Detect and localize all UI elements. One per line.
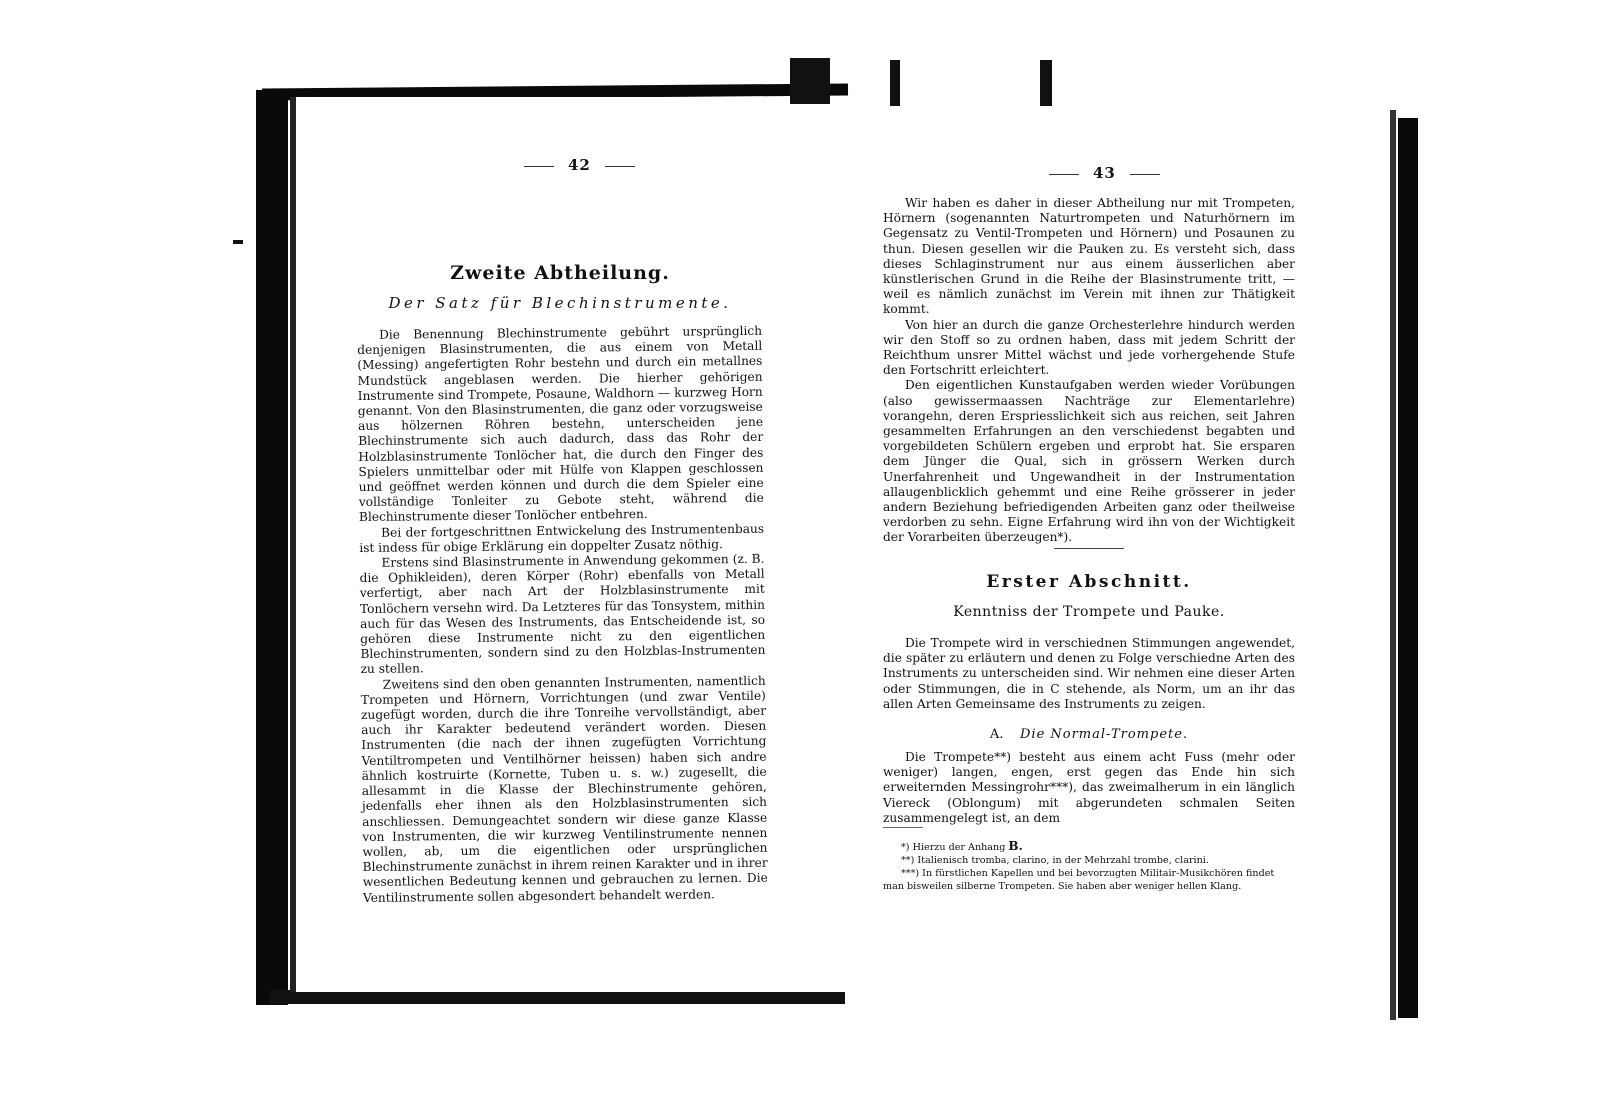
section-heading: Erster Abschnitt. <box>986 572 1192 592</box>
section-body <box>883 636 1295 712</box>
book-page-edge-right <box>1390 110 1396 1020</box>
paragraph: Erstens sind Blasinstrumente in Anwendung gekommen (z. B. die Ophikleiden), deren Körper (Rohr) ebenfalls von Metall verfertigt, aber nach Art der Holzblasinstrumente mit Tonlöchern versehn wird. Da Letzteres für das Tonsystem, mithin auch für das Wesen des Instruments, das Entscheidende ist, so gehören diese Instrumente nicht zu den eigentlichen Blechinstrumenten, sondern sind zu den Holzblas-Instrumenten zu stellen. <box>359 551 766 677</box>
footnote <box>883 867 1297 893</box>
paragraph: Bei der fortgeschrittnen Entwickelung des Instrumentenbaus ist indess für obige Erklärung ein doppelter Zusatz nöthig. <box>359 521 765 555</box>
footnote <box>883 854 1297 867</box>
section-subheading: Kenntniss der Trompete und Pauke. <box>953 604 1225 620</box>
section-divider <box>1054 548 1124 549</box>
book-cover-left-edge <box>256 90 288 1005</box>
subsection-heading <box>883 727 1295 742</box>
part-subheading: Der Satz für Blechinstrumente. <box>388 294 732 312</box>
subsection-title: Die Normal-Trompete. <box>1019 727 1189 742</box>
subsection-letter: A. <box>989 727 1004 742</box>
footnote-ref: B. <box>1008 839 1023 853</box>
binding-mark <box>890 60 900 106</box>
binding-mark <box>1040 60 1052 106</box>
footnote <box>883 840 1297 854</box>
paragraph: Die Trompete wird in verschiednen Stimmungen angewendet, die später zu erläutern und denen zu Folge verschiedne Arten des Instruments zu unterscheiden sind. Wir nehmen eine dieser Arten oder Stimmungen, die in C stehende, als Norm, um an ihr das allen Arten Gemeinsame des Instruments zu zeigen. <box>883 636 1295 711</box>
binding-mark <box>790 58 830 104</box>
footnote-text: ***) In fürstlichen Kapellen und bei bevorzugten Militair-Musikchören findet man bisweilen silberne Trompeten. Sie haben aber weniger hellen Klang. <box>883 868 1275 892</box>
footnote-text: **) Italienisch tromba, clarino, in der Mehrzahl trombe, clarini. <box>901 855 1209 866</box>
left-page-body <box>357 324 768 906</box>
page-number-left: 42 <box>510 156 649 174</box>
paragraph: Zweitens sind den oben genannten Instrumenten, namentlich Trompeten und Hörnern, Vorrichtungen (und zwar Ventile) zugefügt worden, durch die ihre Tonreihe vervollständigt, aber auch ihr Karakter bedeutend verändert worden. Diesen Instrumenten (die nach der ihnen zugefügten Vorrichtung Ventiltrompeten und Ventilhörner heissen) haben sich andre ähnlich kostruirte (Kornette, Tuben u. s. w.) zugesellt, die allesammt in die Klasse der Blechinstrumente gehören, jedenfalls eher ihnen als den Holzblasinstrumenten sich anschliessen. Demungeachtet sondern wir diese ganze Klasse von Instrumenten, die wir kurzweg Ventilinstrumente nennen wollen, ab, um die eigentlichen oder ursprünglichen Blechinstrumente zunächst in ihrem reinen Karakter und in ihrer wesentlichen Bedeutung kennen und gebrauchen zu lernen. Die Ventilinstrumente sollen abgesondert behandelt werden. <box>360 673 768 905</box>
paragraph: Den eigentlichen Kunstaufgaben werden wieder Vorübungen (also gewissermaassen Nachträge zur Elementarlehre) vorangehn, deren Erspriesslichkeit sich aus reichen, seit Jahren gesammelten Erfahrungen an den verschiedenst begabten und vorgebildeten Schülern ergeben und erprobt hat. Sie ersparen dem Jünger die Qual, sich in grössern Werken durch Unerfahrenheit und Ungewandheit in der Instrumentation allaugenblicklich gehemmt und eine Reihe grösserer in jeder andern Beziehung befriedigenden Arbeiten ganz oder theilweise verdorben zu sehn. Eigne Erfahrung wird ihn von der Wichtigkeit der Vorarbeiten überzeugen*). <box>883 378 1295 545</box>
page-number-right: 43 <box>1035 164 1174 182</box>
footnote-rule <box>883 827 923 828</box>
subsection-body <box>883 750 1295 826</box>
footnote-text: *) Hierzu der Anhang <box>901 842 1006 853</box>
paragraph: Von hier an durch die ganze Orchesterlehre hindurch werden wir den Stoff so zu ordnen haben, dass mit jedem Schritt der Reichthum unsrer Mittel wächst und jede vorhergehende Stufe den Fortschritt erleichtert. <box>883 317 1295 378</box>
paragraph: Die Benennung Blechinstrumente gebührt ursprünglich denjenigen Blasinstrumenten, die aus einem von Metall (Messing) angefertigten Rohr bestehn und durch ein metallnes Mundstück angeblasen werden. Die hierher gehörigen Instrumente sind Trompete, Posaune, Waldhorn — kurzweg Horn genannt. Von den Blasinstrumenten, die ganz oder vorzugsweise aus hölzernen Röhren bestehn, unterscheiden jene Blechinstrumente sich auch dadurch, dass das Rohr der Holzblasinstrumente Tonlöcher hat, die durch den Finger des Spielers unmittelbar oder mit Hülfe von Klappen geschlossen und geöffnet werden können und durch die dem Spieler eine vollständige Tonleiter zu Gebote steht, während die Blechinstrumente dieser Tonlöcher entbehren. <box>357 323 764 525</box>
book-cover-bottom-edge <box>270 990 845 1004</box>
paragraph: Die Trompete**) besteht aus einem acht Fuss (mehr oder weniger) langen, engen, erst gegen das Ende hin sich erweiternden Messingrohr***), das zweimalherum in ein länglich Viereck (Oblongum) mit abgerundeten schmalen Seiten zusammengelegt ist, an dem <box>883 750 1295 825</box>
book-cover-right-edge <box>1398 118 1418 1018</box>
margin-mark <box>233 240 243 244</box>
paragraph: Wir haben es daher in dieser Abtheilung nur mit Trompeten, Hörnern (sogenannten Naturtrompeten und Naturhörnern im Gegensatz zu Ventil-Trompeten und Hörnern) und Posaunen zu thun. Diesen gesellen wir die Pauken zu. Es versteht sich, dass dieses Schlaginstrument nur aus einem äusserlichen aber künstlerischen Grund in die Reihe der Blasinstrumente tritt, — weil es nämlich zunächst im Verein mit ihnen zur Thätigkeit kommt. <box>883 196 1295 317</box>
right-page-intro <box>883 196 1295 546</box>
footnotes <box>883 840 1297 893</box>
part-heading: Zweite Abtheilung. <box>450 262 670 284</box>
